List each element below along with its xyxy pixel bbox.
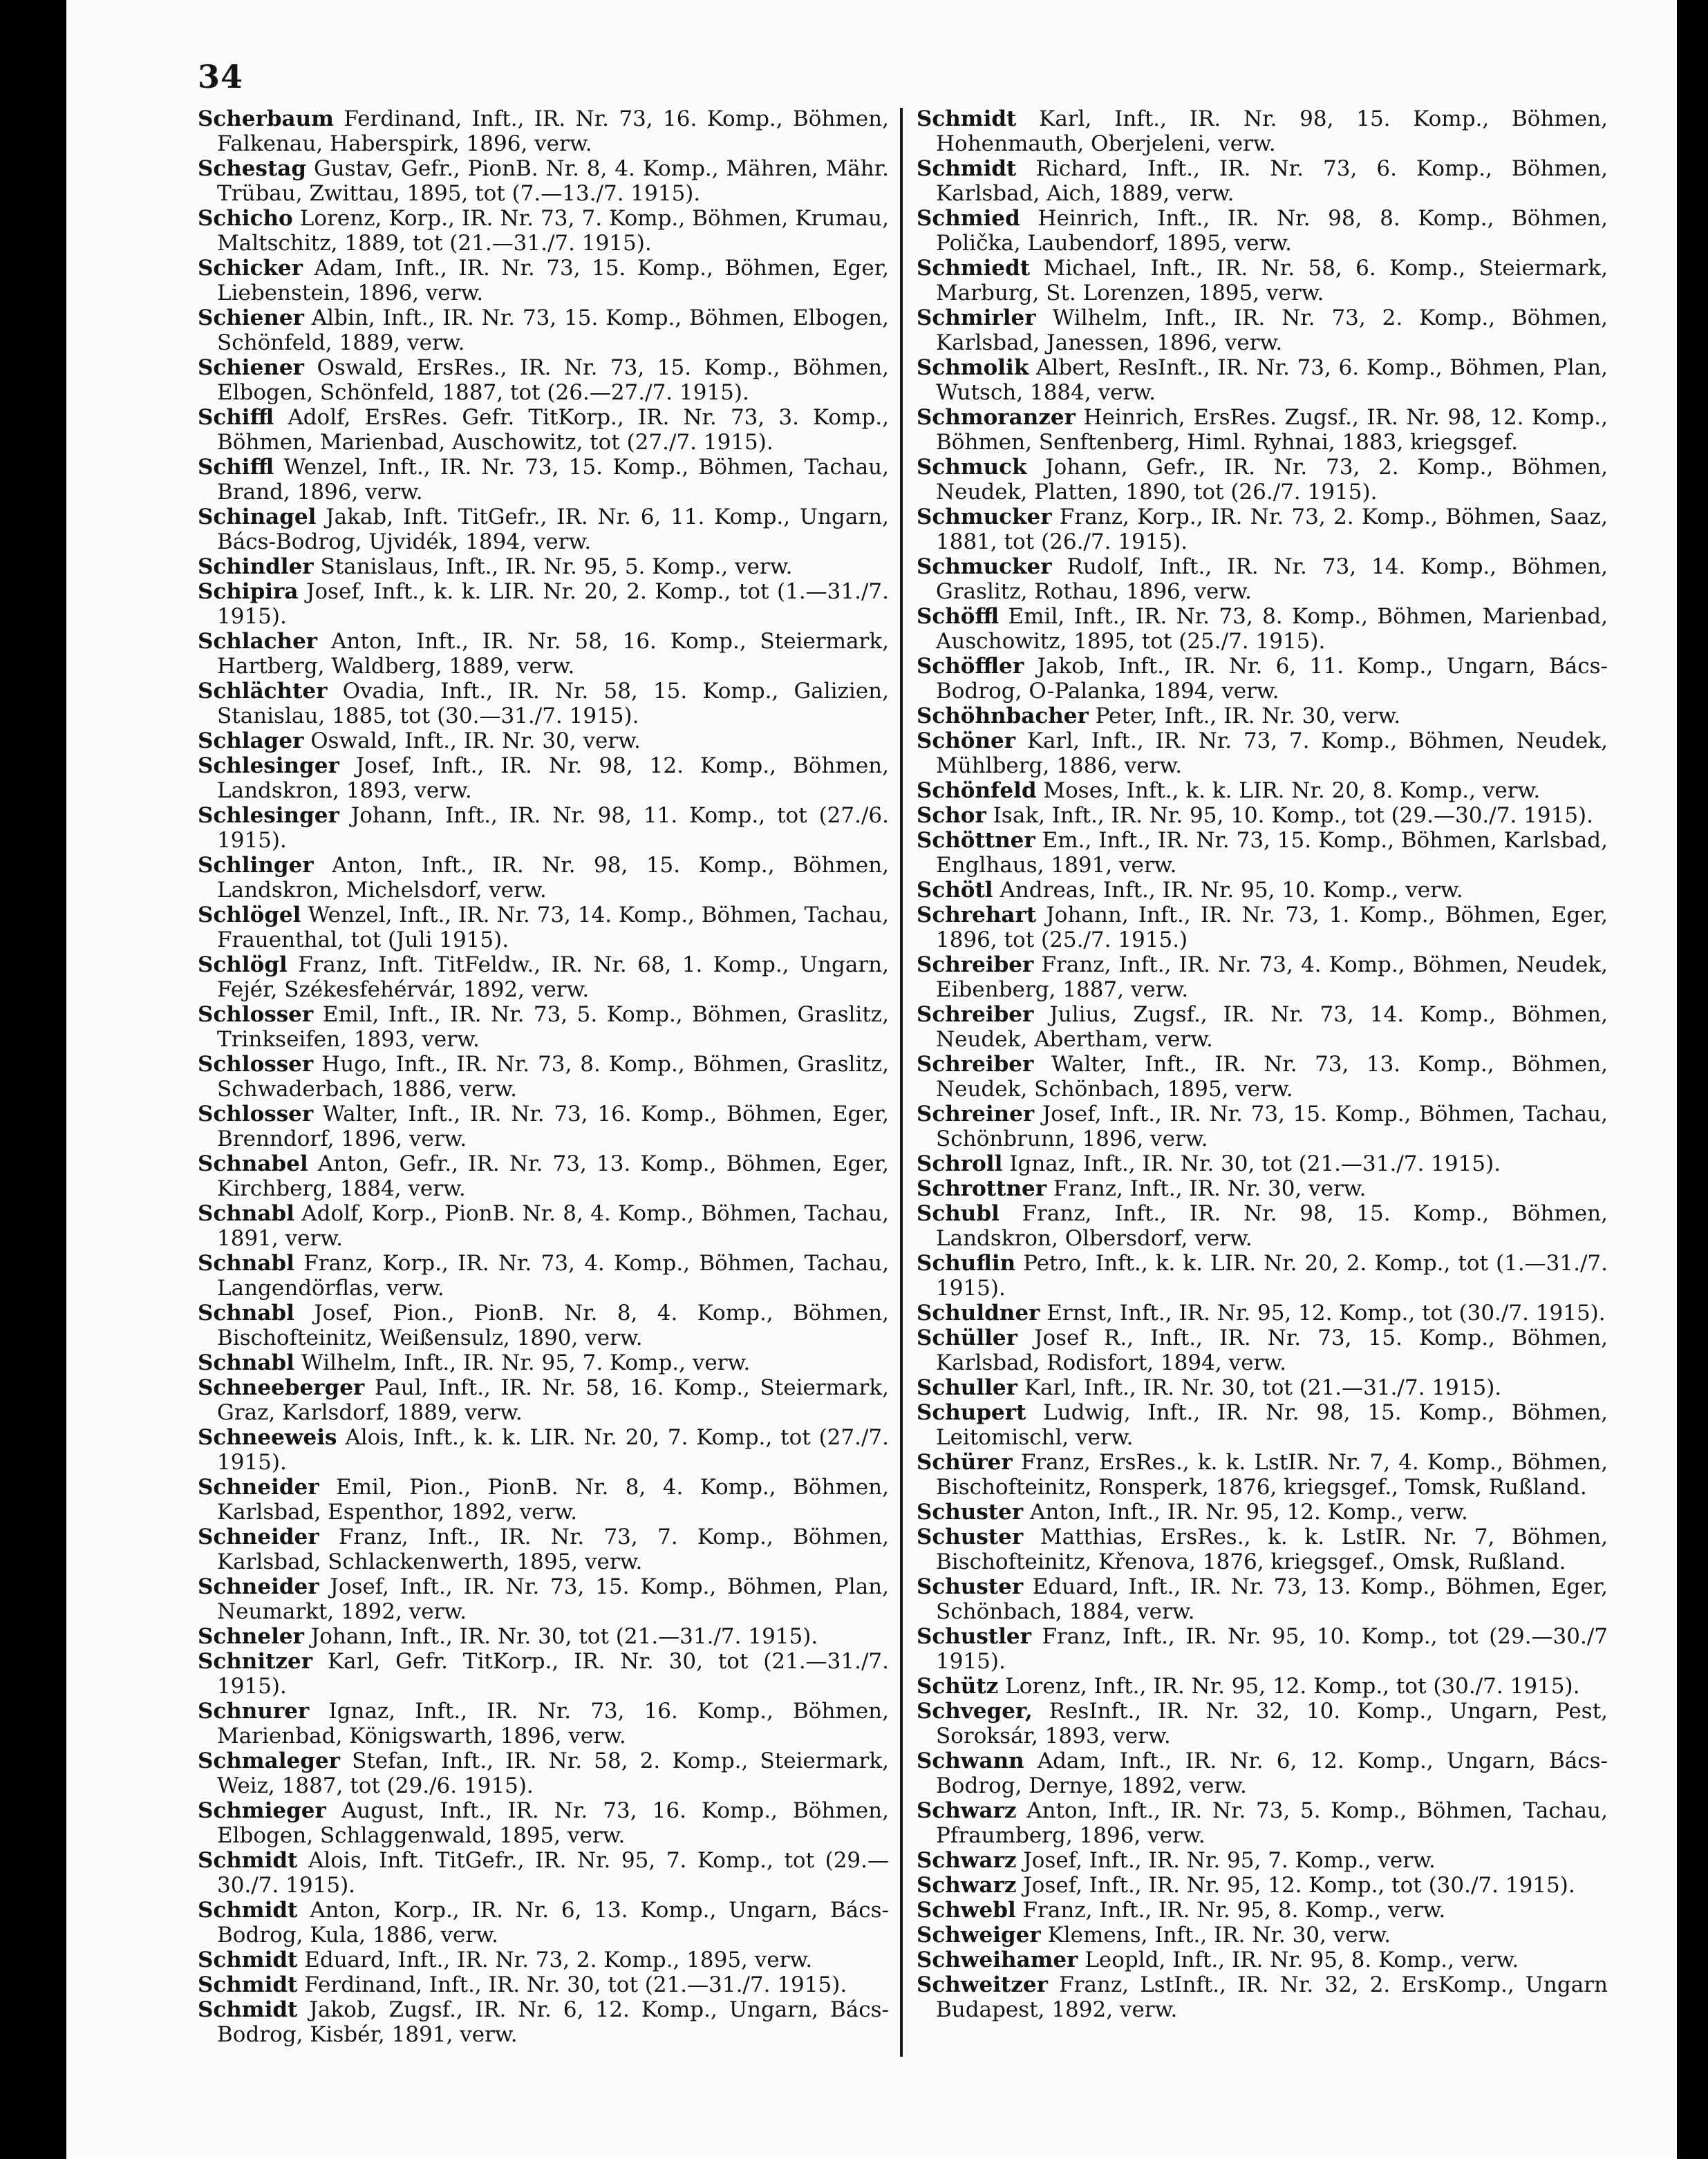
- entry-surname: Schlögl: [198, 952, 288, 977]
- page-number: 34: [198, 58, 244, 95]
- list-entry: [917, 106, 1608, 156]
- entry-surname: Schweihamer: [917, 1948, 1078, 1972]
- entry-surname: Schnabel: [198, 1151, 308, 1176]
- entry-details: Adolf, Korp., PionB. Nr. 8, 4. Komp., Böhmen, Tachau, 1891, verw.: [217, 1201, 889, 1251]
- list-entry: [917, 1052, 1608, 1102]
- entry-surname: Schustler: [917, 1624, 1031, 1649]
- list-entry: [917, 952, 1608, 1002]
- list-entry: [198, 1525, 889, 1574]
- list-entry: [917, 1500, 1608, 1525]
- entry-surname: Schicho: [198, 206, 293, 231]
- entry-details: Isak, Inft., IR. Nr. 95, 10. Komp., tot (29.—30./7. 1915).: [993, 803, 1593, 828]
- list-entry: [917, 704, 1608, 728]
- entry-details: Albin, Inft., IR. Nr. 73, 15. Komp., Böhmen, Elbogen, Schönfeld, 1889, verw.: [217, 305, 889, 355]
- entry-details: Emil, Pion., PionB. Nr. 8, 4. Komp., Böhmen, Karlsbad, Espenthor, 1892, verw.: [217, 1475, 889, 1525]
- entry-details: Oswald, ErsRes., IR. Nr. 73, 15. Komp., Böhmen, Elbogen, Schönfeld, 1887, tot (26.—27./7. 1915).: [217, 355, 890, 405]
- list-entry: [917, 1948, 1608, 1972]
- entry-surname: Schönfeld: [917, 778, 1037, 803]
- entry-surname: Scherbaum: [198, 106, 334, 131]
- entry-surname: Schmucker: [917, 505, 1052, 529]
- list-entry: [198, 1350, 889, 1375]
- entry-details: August, Inft., IR. Nr. 73, 16. Komp., Böhmen, Elbogen, Schlaggenwald, 1895, verw.: [217, 1798, 889, 1848]
- entry-surname: Schiener: [198, 305, 304, 330]
- list-entry: [198, 1649, 889, 1699]
- list-entry: [198, 405, 889, 455]
- entry-surname: Schmidt: [917, 156, 1017, 181]
- list-entry: [917, 1400, 1608, 1450]
- entry-surname: Schmidt: [198, 1972, 298, 1997]
- entry-surname: Schicker: [198, 256, 303, 281]
- list-entry: [198, 803, 889, 853]
- list-entry: [917, 878, 1608, 903]
- list-entry: [198, 256, 889, 305]
- list-entry: [198, 1052, 889, 1102]
- list-entry: [917, 1898, 1608, 1923]
- entry-surname: Schneider: [198, 1574, 319, 1599]
- entry-surname: Schöffler: [917, 654, 1024, 679]
- list-entry: [917, 1525, 1608, 1574]
- entry-details: Petro, Inft., k. k. LIR. Nr. 20, 2. Komp., tot (1.—31./7. 1915).: [936, 1251, 1608, 1301]
- entry-details: Franz, Inft., IR. Nr. 73, 4. Komp., Böhmen, Neudek, Eibenberg, 1887, verw.: [936, 952, 1608, 1002]
- entry-details: Andreas, Inft., IR. Nr. 95, 10. Komp., verw.: [1000, 878, 1463, 903]
- entry-surname: Schmucker: [917, 554, 1052, 579]
- list-entry: [198, 355, 889, 405]
- entry-surname: Schroll: [917, 1151, 1003, 1176]
- entry-surname: Schrehart: [917, 903, 1037, 927]
- entry-surname: Schuster: [917, 1500, 1024, 1525]
- entry-details: Julius, Zugsf., IR. Nr. 73, 14. Komp., Böhmen, Neudek, Abertham, verw.: [936, 1002, 1608, 1052]
- entry-surname: Schmied: [917, 206, 1020, 231]
- entry-surname: Schmolik: [917, 355, 1029, 380]
- entry-surname: Schwann: [917, 1748, 1024, 1773]
- entry-details: Anton, Inft., IR. Nr. 58, 16. Komp., Steiermark, Hartberg, Waldberg, 1889, verw.: [217, 629, 890, 679]
- list-entry: [198, 1997, 889, 2047]
- entry-surname: Schlosser: [198, 1052, 314, 1077]
- entry-details: Johann, Inft., IR. Nr. 30, tot (21.—31./7. 1915).: [310, 1624, 818, 1649]
- entry-surname: Schmieger: [198, 1798, 326, 1823]
- entry-details: Albert, ResInft., IR. Nr. 73, 6. Komp., Böhmen, Plan, Wutsch, 1884, verw.: [936, 355, 1608, 405]
- entry-surname: Schlesinger: [198, 753, 339, 778]
- entry-surname: Schöner: [917, 728, 1016, 753]
- entry-surname: Schor: [917, 803, 986, 828]
- entry-surname: Schnitzer: [198, 1649, 313, 1674]
- list-entry: [198, 1475, 889, 1525]
- entry-surname: Schlosser: [198, 1102, 314, 1126]
- entry-surname: Schreiber: [917, 1002, 1034, 1027]
- entry-details: Wilhelm, Inft., IR. Nr. 95, 7. Komp., verw.: [301, 1350, 751, 1375]
- entry-details: Franz, Inft., IR. Nr. 30, verw.: [1053, 1176, 1367, 1201]
- list-entry: [198, 1251, 889, 1301]
- entry-details: Franz, Inft., IR. Nr. 95, 10. Komp., tot (29.—30./7 1915).: [936, 1624, 1608, 1674]
- entry-details: Anton, Gefr., IR. Nr. 73, 13. Komp., Böhmen, Eger, Kirchberg, 1884, verw.: [217, 1151, 889, 1201]
- list-entry: [917, 554, 1608, 604]
- list-entry: [198, 1151, 889, 1201]
- entry-surname: Schuster: [917, 1525, 1024, 1549]
- entry-details: Ignaz, Inft., IR. Nr. 73, 16. Komp., Böhmen, Marienbad, Königswarth, 1896, verw.: [217, 1699, 889, 1748]
- list-entry: [198, 753, 889, 803]
- entry-details: Johann, Inft., IR. Nr. 98, 11. Komp., tot (27./6. 1915).: [217, 803, 889, 853]
- list-entry: [198, 1848, 889, 1898]
- list-entry: [917, 1972, 1608, 2022]
- entry-details: Richard, Inft., IR. Nr. 73, 6. Komp., Böhmen, Karlsbad, Aich, 1889, verw.: [936, 156, 1608, 206]
- list-entry: [917, 305, 1608, 355]
- entry-details: Josef, Inft., IR. Nr. 95, 12. Komp., tot (30./7. 1915).: [1023, 1873, 1575, 1898]
- list-entry: [198, 1375, 889, 1425]
- entry-surname: Schwarz: [917, 1848, 1017, 1873]
- entry-details: Franz, Korp., IR. Nr. 73, 2. Komp., Böhmen, Saaz, 1881, tot (26./7. 1915).: [936, 505, 1608, 554]
- entry-details: Ferdinand, Inft., IR. Nr. 73, 16. Komp., Böhmen, Falkenau, Haberspirk, 1896, verw.: [217, 106, 889, 156]
- entry-surname: Schmidt: [917, 106, 1017, 131]
- list-entry: [198, 1574, 889, 1624]
- entry-details: Franz, Korp., IR. Nr. 73, 4. Komp., Böhmen, Tachau, Langendörflas, verw.: [217, 1251, 889, 1301]
- document-page: [66, 0, 1677, 2159]
- entry-details: Jakab, Inft. TitGefr., IR. Nr. 6, 11. Komp., Ungarn, Bács-Bodrog, Ujvidék, 1894, verw.: [217, 505, 889, 554]
- list-entry: [198, 1798, 889, 1848]
- entry-surname: Schötl: [917, 878, 993, 903]
- entry-surname: Schuldner: [917, 1301, 1040, 1326]
- list-entry: [198, 305, 889, 355]
- entry-details: Moses, Inft., k. k. LIR. Nr. 20, 8. Komp., verw.: [1043, 778, 1541, 803]
- list-entry: [917, 1923, 1608, 1948]
- entry-surname: Schmidt: [198, 1948, 298, 1972]
- entry-details: Franz, Inft., IR. Nr. 98, 15. Komp., Böhmen, Landskron, Olbersdorf, verw.: [936, 1201, 1608, 1251]
- entry-surname: Schlinger: [198, 853, 314, 878]
- entry-surname: Schiffl: [198, 405, 274, 430]
- entry-surname: Schneider: [198, 1475, 319, 1500]
- list-entry: [917, 156, 1608, 206]
- list-entry: [198, 1002, 889, 1052]
- list-entry: [198, 106, 889, 156]
- entry-details: Heinrich, Inft., IR. Nr. 98, 8. Komp., Böhmen, Polička, Laubendorf, 1895, verw.: [936, 206, 1608, 256]
- entry-surname: Schnabl: [198, 1301, 294, 1326]
- list-entry: [198, 455, 889, 505]
- list-entry: [917, 455, 1608, 505]
- list-entry: [198, 1102, 889, 1151]
- list-entry: [917, 1748, 1608, 1798]
- list-entry: [917, 604, 1608, 654]
- entry-surname: Schmuck: [917, 455, 1027, 480]
- entry-details: Jakob, Zugsf., IR. Nr. 6, 12. Komp., Ungarn, Bács-Bodrog, Kisbér, 1891, verw.: [217, 1997, 889, 2047]
- entry-details: Josef, Inft., IR. Nr. 73, 15. Komp., Böhmen, Tachau, Schönbrunn, 1896, verw.: [936, 1102, 1608, 1151]
- entry-details: Anton, Inft., IR. Nr. 73, 5. Komp., Böhmen, Tachau, Pfraumberg, 1896, verw.: [936, 1798, 1608, 1848]
- entry-details: Matthias, ErsRes., k. k. LstIR. Nr. 7, Böhmen, Bischofteinitz, Křenova, 1876, kriegsgef., Omsk, Rußland.: [936, 1525, 1608, 1574]
- entry-surname: Schrottner: [917, 1176, 1047, 1201]
- entry-details: Josef, Pion., PionB. Nr. 8, 4. Komp., Böhmen, Bischofteinitz, Weißensulz, 1890, verw.: [217, 1301, 889, 1350]
- list-entry: [198, 1425, 889, 1475]
- list-entry: [198, 853, 889, 903]
- entry-surname: Schlosser: [198, 1002, 314, 1027]
- entry-details: Wilhelm, Inft., IR. Nr. 73, 2. Komp., Böhmen, Karlsbad, Janessen, 1896, verw.: [936, 305, 1608, 355]
- list-entry: [917, 728, 1608, 778]
- entry-surname: Schreiner: [917, 1102, 1035, 1126]
- list-entry: [198, 1201, 889, 1251]
- list-entry: [917, 1873, 1608, 1898]
- entry-details: Eduard, Inft., IR. Nr. 73, 2. Komp., 1895, verw.: [304, 1948, 813, 1972]
- entry-surname: Schneeweis: [198, 1425, 337, 1450]
- list-entry: [198, 1898, 889, 1948]
- entry-surname: Schürer: [917, 1450, 1013, 1475]
- list-entry: [917, 1326, 1608, 1375]
- list-entry: [917, 1301, 1608, 1326]
- entry-surname: Schmirler: [917, 305, 1036, 330]
- entry-surname: Schmoranzer: [917, 405, 1076, 430]
- list-entry: [198, 903, 889, 952]
- list-entry: [917, 1176, 1608, 1201]
- list-entry: [198, 1748, 889, 1798]
- entry-details: Gustav, Gefr., PionB. Nr. 8, 4. Komp., Mähren, Mähr. Trübau, Zwittau, 1895, tot (7.—13./7. 1915).: [217, 156, 890, 206]
- right-column: [917, 106, 1608, 2022]
- entry-surname: Schneeberger: [198, 1375, 365, 1400]
- entry-surname: Schneler: [198, 1624, 304, 1649]
- entry-details: Karl, Inft., IR. Nr. 30, tot (21.—31./7. 1915).: [1024, 1375, 1502, 1400]
- list-entry: [917, 1624, 1608, 1674]
- list-entry: [917, 1002, 1608, 1052]
- entry-surname: Schwarz: [917, 1873, 1017, 1898]
- entry-details: Emil, Inft., IR. Nr. 73, 5. Komp., Böhmen, Graslitz, Trinkseifen, 1893, verw.: [217, 1002, 889, 1052]
- entry-surname: Schneider: [198, 1525, 319, 1549]
- entry-surname: Schmidt: [198, 1898, 298, 1923]
- entry-surname: Schwebl: [917, 1898, 1016, 1923]
- entry-surname: Schmiedt: [917, 256, 1031, 281]
- list-entry: [198, 1699, 889, 1748]
- list-entry: [198, 505, 889, 554]
- entry-details: Klemens, Inft., IR. Nr. 30, verw.: [1047, 1923, 1391, 1948]
- entry-details: Wenzel, Inft., IR. Nr. 73, 14. Komp., Böhmen, Tachau, Frauenthal, tot (Juli 1915).: [217, 903, 890, 952]
- entry-surname: Schuster: [917, 1574, 1024, 1599]
- entry-surname: Schütz: [917, 1674, 999, 1699]
- entry-surname: Schuflin: [917, 1251, 1016, 1276]
- entry-surname: Schnabl: [198, 1350, 294, 1375]
- list-entry: [917, 654, 1608, 704]
- entry-surname: Schreiber: [917, 952, 1034, 977]
- list-entry: [917, 1848, 1608, 1873]
- entry-details: Adolf, ErsRes. Gefr. TitKorp., IR. Nr. 73, 3. Komp., Böhmen, Marienbad, Auschowitz, tot (27./7. 1915).: [217, 405, 889, 455]
- entry-details: Franz, Inft. TitFeldw., IR. Nr. 68, 1. Komp., Ungarn, Fejér, Székesfehérvár, 1892, verw.: [217, 952, 889, 1002]
- entry-details: Karl, Inft., IR. Nr. 73, 7. Komp., Böhmen, Neudek, Mühlberg, 1886, verw.: [936, 728, 1608, 778]
- entry-details: Josef R., Inft., IR. Nr. 73, 15. Komp., Böhmen, Karlsbad, Rodisfort, 1894, verw.: [936, 1326, 1608, 1375]
- list-entry: [198, 679, 889, 728]
- entry-details: Ernst, Inft., IR. Nr. 95, 12. Komp., tot (30./7. 1915).: [1047, 1301, 1606, 1326]
- entry-surname: Schiener: [198, 355, 304, 380]
- list-entry: [917, 1699, 1608, 1748]
- entry-details: Karl, Inft., IR. Nr. 98, 15. Komp., Böhmen, Hohenmauth, Oberjeleni, verw.: [936, 106, 1608, 156]
- entry-surname: Schmidt: [198, 1997, 298, 2022]
- entry-details: Ferdinand, Inft., IR. Nr. 30, tot (21.—31./7. 1915).: [304, 1972, 847, 1997]
- entry-details: Anton, Korp., IR. Nr. 6, 13. Komp., Ungarn, Bács-Bodrog, Kula, 1886, verw.: [217, 1898, 889, 1948]
- entry-surname: Schöttner: [917, 828, 1035, 853]
- list-entry: [917, 256, 1608, 305]
- entry-details: Wenzel, Inft., IR. Nr. 73, 15. Komp., Böhmen, Tachau, Brand, 1896, verw.: [217, 455, 890, 505]
- entry-details: Paul, Inft., IR. Nr. 58, 16. Komp., Steiermark, Graz, Karlsdorf, 1889, verw.: [217, 1375, 890, 1425]
- list-entry: [198, 1972, 889, 1997]
- list-entry: [917, 1674, 1608, 1699]
- list-entry: [917, 828, 1608, 878]
- entry-surname: Schmidt: [198, 1848, 298, 1873]
- entry-surname: Schüller: [917, 1326, 1017, 1350]
- list-entry: [198, 156, 889, 206]
- entry-surname: Schöffl: [917, 604, 1000, 629]
- entry-details: Leopld, Inft., IR. Nr. 95, 8. Komp., verw.: [1085, 1948, 1519, 1972]
- list-entry: [917, 355, 1608, 405]
- entry-details: Lorenz, Inft., IR. Nr. 95, 12. Komp., tot (30./7. 1915).: [1005, 1674, 1580, 1699]
- list-entry: [917, 1102, 1608, 1151]
- entry-details: Jakob, Inft., IR. Nr. 6, 11. Komp., Ungarn, Bács-Bodrog, O-Palanka, 1894, verw.: [936, 654, 1608, 704]
- entry-details: Hugo, Inft., IR. Nr. 73, 8. Komp., Böhmen, Graslitz, Schwaderbach, 1886, verw.: [217, 1052, 890, 1102]
- entry-details: Adam, Inft., IR. Nr. 6, 12. Komp., Ungarn, Bács-Bodrog, Dernye, 1892, verw.: [936, 1748, 1608, 1798]
- entry-details: Rudolf, Inft., IR. Nr. 73, 14. Komp., Böhmen, Graslitz, Rothau, 1896, verw.: [936, 554, 1608, 604]
- entry-details: Karl, Gefr. TitKorp., IR. Nr. 30, tot (21.—31./7. 1915).: [217, 1649, 889, 1699]
- list-entry: [917, 1574, 1608, 1624]
- list-entry: [198, 1948, 889, 1972]
- entry-details: Lorenz, Korp., IR. Nr. 73, 7. Komp., Böhmen, Krumau, Maltschitz, 1889, tot (21.—31./7. 1915).: [217, 206, 889, 256]
- entry-surname: Schmaleger: [198, 1748, 340, 1773]
- entry-details: Johann, Gefr., IR. Nr. 73, 2. Komp., Böhmen, Neudek, Platten, 1890, tot (26./7. 1915).: [936, 455, 1608, 505]
- list-entry: [198, 206, 889, 256]
- entry-details: Franz, Inft., IR. Nr. 95, 8. Komp., verw.: [1022, 1898, 1446, 1923]
- entry-details: Eduard, Inft., IR. Nr. 73, 13. Komp., Böhmen, Eger, Schönbach, 1884, verw.: [936, 1574, 1608, 1624]
- entry-surname: Schöhnbacher: [917, 704, 1089, 728]
- list-entry: [917, 1151, 1608, 1176]
- entry-surname: Schindler: [198, 554, 314, 579]
- entry-details: Anton, Inft., IR. Nr. 95, 12. Komp., verw.: [1030, 1500, 1468, 1525]
- entry-surname: Schubl: [917, 1201, 1000, 1226]
- entry-details: Peter, Inft., IR. Nr. 30, verw.: [1095, 704, 1401, 728]
- column-divider: [900, 108, 903, 2057]
- entry-surname: Schupert: [917, 1400, 1026, 1425]
- entry-surname: Schipira: [198, 579, 299, 604]
- entry-details: Emil, Inft., IR. Nr. 73, 8. Komp., Böhmen, Marienbad, Auschowitz, 1895, tot (25./7. 1915).: [936, 604, 1608, 654]
- entry-surname: Schnurer: [198, 1699, 310, 1724]
- list-entry: [198, 1301, 889, 1350]
- list-entry: [917, 803, 1608, 828]
- entry-surname: Schlesinger: [198, 803, 339, 828]
- entry-surname: Schiffl: [198, 455, 274, 480]
- entry-surname: Schlögel: [198, 903, 301, 927]
- entry-surname: Schnabl: [198, 1201, 294, 1226]
- entry-details: Em., Inft., IR. Nr. 73, 15. Komp., Böhmen, Karlsbad, Englhaus, 1891, verw.: [936, 828, 1608, 878]
- list-entry: [198, 554, 889, 579]
- list-entry: [917, 903, 1608, 952]
- entry-details: Ignaz, Inft., IR. Nr. 30, tot (21.—31./7. 1915).: [1009, 1151, 1501, 1176]
- list-entry: [198, 579, 889, 629]
- entry-surname: Schveger,: [917, 1699, 1033, 1724]
- list-entry: [198, 629, 889, 679]
- entry-surname: Schweitzer: [917, 1972, 1048, 1997]
- left-column: [198, 106, 889, 2047]
- entry-details: Adam, Inft., IR. Nr. 73, 15. Komp., Böhmen, Eger, Liebenstein, 1896, verw.: [217, 256, 889, 305]
- list-entry: [917, 1450, 1608, 1500]
- list-entry: [917, 1375, 1608, 1400]
- entry-details: Franz, LstInft., IR. Nr. 32, 2. ErsKomp., Ungarn Budapest, 1892, verw.: [936, 1972, 1608, 2022]
- entry-details: Josef, Inft., k. k. LIR. Nr. 20, 2. Komp., tot (1.—31./7. 1915).: [217, 579, 890, 629]
- entry-surname: Schlager: [198, 728, 304, 753]
- entry-surname: Schwarz: [917, 1798, 1017, 1823]
- entry-details: Stefan, Inft., IR. Nr. 58, 2. Komp., Steiermark, Weiz, 1887, tot (29./6. 1915).: [217, 1748, 889, 1798]
- list-entry: [917, 206, 1608, 256]
- list-entry: [917, 778, 1608, 803]
- entry-surname: Schlächter: [198, 679, 328, 704]
- list-entry: [198, 1624, 889, 1649]
- entry-details: Walter, Inft., IR. Nr. 73, 16. Komp., Böhmen, Eger, Brenndorf, 1896, verw.: [217, 1102, 889, 1151]
- entry-details: Ovadia, Inft., IR. Nr. 58, 15. Komp., Galizien, Stanislau, 1885, tot (30.—31./7. 1915).: [217, 679, 889, 728]
- entry-details: Alois, Inft., k. k. LIR. Nr. 20, 7. Komp., tot (27./7. 1915).: [217, 1425, 889, 1475]
- entry-details: Josef, Inft., IR. Nr. 98, 12. Komp., Böhmen, Landskron, 1893, verw.: [217, 753, 889, 803]
- entry-details: ResInft., IR. Nr. 32, 10. Komp., Ungarn, Pest, Soroksár, 1893, verw.: [936, 1699, 1608, 1748]
- list-entry: [917, 1251, 1608, 1301]
- entry-surname: Schreiber: [917, 1052, 1034, 1077]
- list-entry: [917, 1798, 1608, 1848]
- entry-details: Stanislaus, Inft., IR. Nr. 95, 5. Komp., verw.: [320, 554, 793, 579]
- entry-details: Walter, Inft., IR. Nr. 73, 13. Komp., Böhmen, Neudek, Schönbach, 1895, verw.: [936, 1052, 1608, 1102]
- entry-details: Josef, Inft., IR. Nr. 95, 7. Komp., verw.: [1023, 1848, 1436, 1873]
- list-entry: [198, 728, 889, 753]
- entry-details: Ludwig, Inft., IR. Nr. 98, 15. Komp., Böhmen, Leitomischl, verw.: [936, 1400, 1608, 1450]
- entry-details: Heinrich, ErsRes. Zugsf., IR. Nr. 98, 12. Komp., Böhmen, Senftenberg, Himl. Ryhnai, 1883, kriegsgef.: [936, 405, 1608, 455]
- entry-details: Anton, Inft., IR. Nr. 98, 15. Komp., Böhmen, Landskron, Michelsdorf, verw.: [217, 853, 890, 903]
- entry-surname: Schweiger: [917, 1923, 1041, 1948]
- entry-details: Michael, Inft., IR. Nr. 58, 6. Komp., Steiermark, Marburg, St. Lorenzen, 1895, verw.: [936, 256, 1608, 305]
- entry-surname: Schnabl: [198, 1251, 294, 1276]
- entry-details: Oswald, Inft., IR. Nr. 30, verw.: [310, 728, 641, 753]
- entry-surname: Schlacher: [198, 629, 318, 654]
- entry-details: Alois, Inft. TitGefr., IR. Nr. 95, 7. Komp., tot (29.—30./7. 1915).: [217, 1848, 889, 1898]
- entry-surname: Schinagel: [198, 505, 317, 529]
- entry-details: Franz, ErsRes., k. k. LstIR. Nr. 7, 4. Komp., Böhmen, Bischofteinitz, Ronsperk, 1876, kriegsgef., Tomsk, Rußland.: [936, 1450, 1608, 1500]
- entry-details: Johann, Inft., IR. Nr. 73, 1. Komp., Böhmen, Eger, 1896, tot (25./7. 1915.): [936, 903, 1608, 952]
- entry-details: Franz, Inft., IR. Nr. 73, 7. Komp., Böhmen, Karlsbad, Schlackenwerth, 1895, verw.: [217, 1525, 889, 1574]
- list-entry: [917, 1201, 1608, 1251]
- entry-surname: Schestag: [198, 156, 307, 181]
- list-entry: [917, 405, 1608, 455]
- entry-details: Josef, Inft., IR. Nr. 73, 15. Komp., Böhmen, Plan, Neumarkt, 1892, verw.: [217, 1574, 889, 1624]
- list-entry: [198, 952, 889, 1002]
- list-entry: [917, 505, 1608, 554]
- entry-surname: Schuller: [917, 1375, 1017, 1400]
